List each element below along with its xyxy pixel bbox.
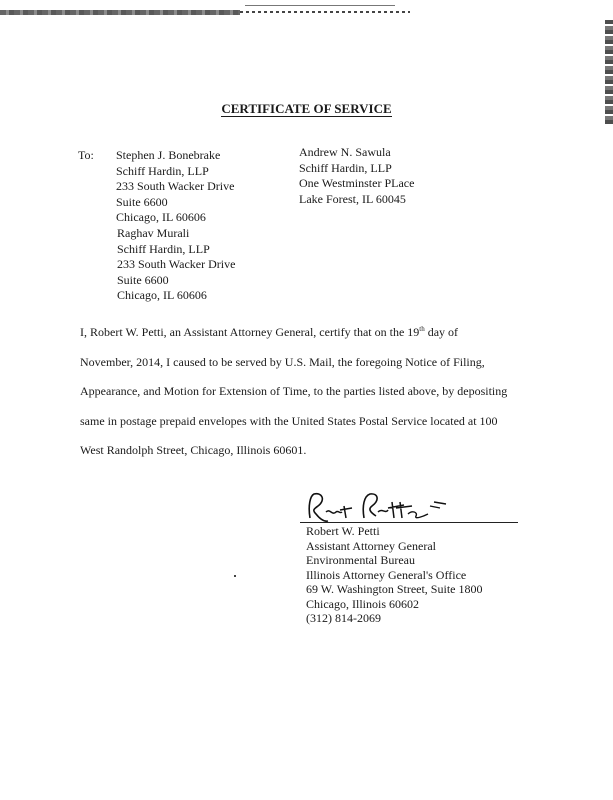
- signer-office: Illinois Attorney General's Office: [306, 567, 467, 582]
- signer-block: [306, 524, 482, 626]
- signer-phone: (312) 814-2069: [306, 611, 381, 625]
- recipient-street: One Westminster PLace: [299, 176, 415, 190]
- signer-bureau: Environmental Bureau: [306, 553, 415, 567]
- body-line-5: West Randolph Street, Chicago, Illinois 60601.: [80, 443, 307, 457]
- signer-name: Robert W. Petti: [306, 524, 380, 538]
- recipient-street: 233 South Wacker Drive: [116, 179, 235, 193]
- body-line-1-pre: I, Robert W. Petti, an Assistant Attorney General, certify that on the 19: [80, 325, 420, 339]
- signer-street: 69 W. Washington Street, Suite 1800: [306, 582, 483, 596]
- body-line-1: [80, 318, 540, 348]
- recipient-firm: Schiff Hardin, LLP: [116, 163, 209, 178]
- signer-title: Assistant Attorney General: [306, 538, 436, 553]
- body-line-1-post: day of: [424, 325, 459, 339]
- page-title-text: CERTIFICATE OF SERVICE: [221, 101, 392, 116]
- recipient-name: Andrew N. Sawula: [299, 145, 391, 159]
- recipient-address-1: [116, 148, 234, 226]
- recipient-address-2: [299, 145, 414, 207]
- certificate-body: [80, 318, 540, 466]
- recipient-address-3: [117, 226, 235, 304]
- to-label: To:: [78, 148, 94, 162]
- scan-speck: [234, 575, 236, 577]
- recipient-city: Chicago, IL 60606: [117, 288, 207, 302]
- recipient-suite: Suite 6600: [117, 272, 169, 287]
- body-line-4: same in postage prepaid envelopes with the United States Postal Service located at 100: [80, 413, 498, 428]
- signer-city: Chicago, Illinois 60602: [306, 596, 419, 611]
- recipient-city: Lake Forest, IL 60045: [299, 191, 406, 206]
- scan-artifact-top-dotted: [240, 11, 410, 13]
- ordinal-suffix: th: [419, 325, 425, 333]
- recipient-city: Chicago, IL 60606: [116, 210, 206, 224]
- body-line-3: Appearance, and Motion for Extension of Time, to the parties listed above, by depositing: [80, 384, 508, 398]
- scan-artifact-top: [0, 10, 240, 15]
- recipient-name: Stephen J. Bonebrake: [116, 148, 221, 162]
- recipient-suite: Suite 6600: [116, 194, 168, 209]
- scan-artifact-top-line: [245, 5, 395, 6]
- recipient-firm: Schiff Hardin, LLP: [299, 160, 392, 175]
- recipient-firm: Schiff Hardin, LLP: [117, 241, 210, 256]
- recipient-street: 233 South Wacker Drive: [117, 257, 236, 271]
- page-title: [0, 101, 613, 117]
- body-line-2: November, 2014, I caused to be served by U.S. Mail, the foregoing Notice of Filing,: [80, 354, 485, 369]
- signature-line: [300, 522, 518, 523]
- recipient-name: Raghav Murali: [117, 226, 190, 240]
